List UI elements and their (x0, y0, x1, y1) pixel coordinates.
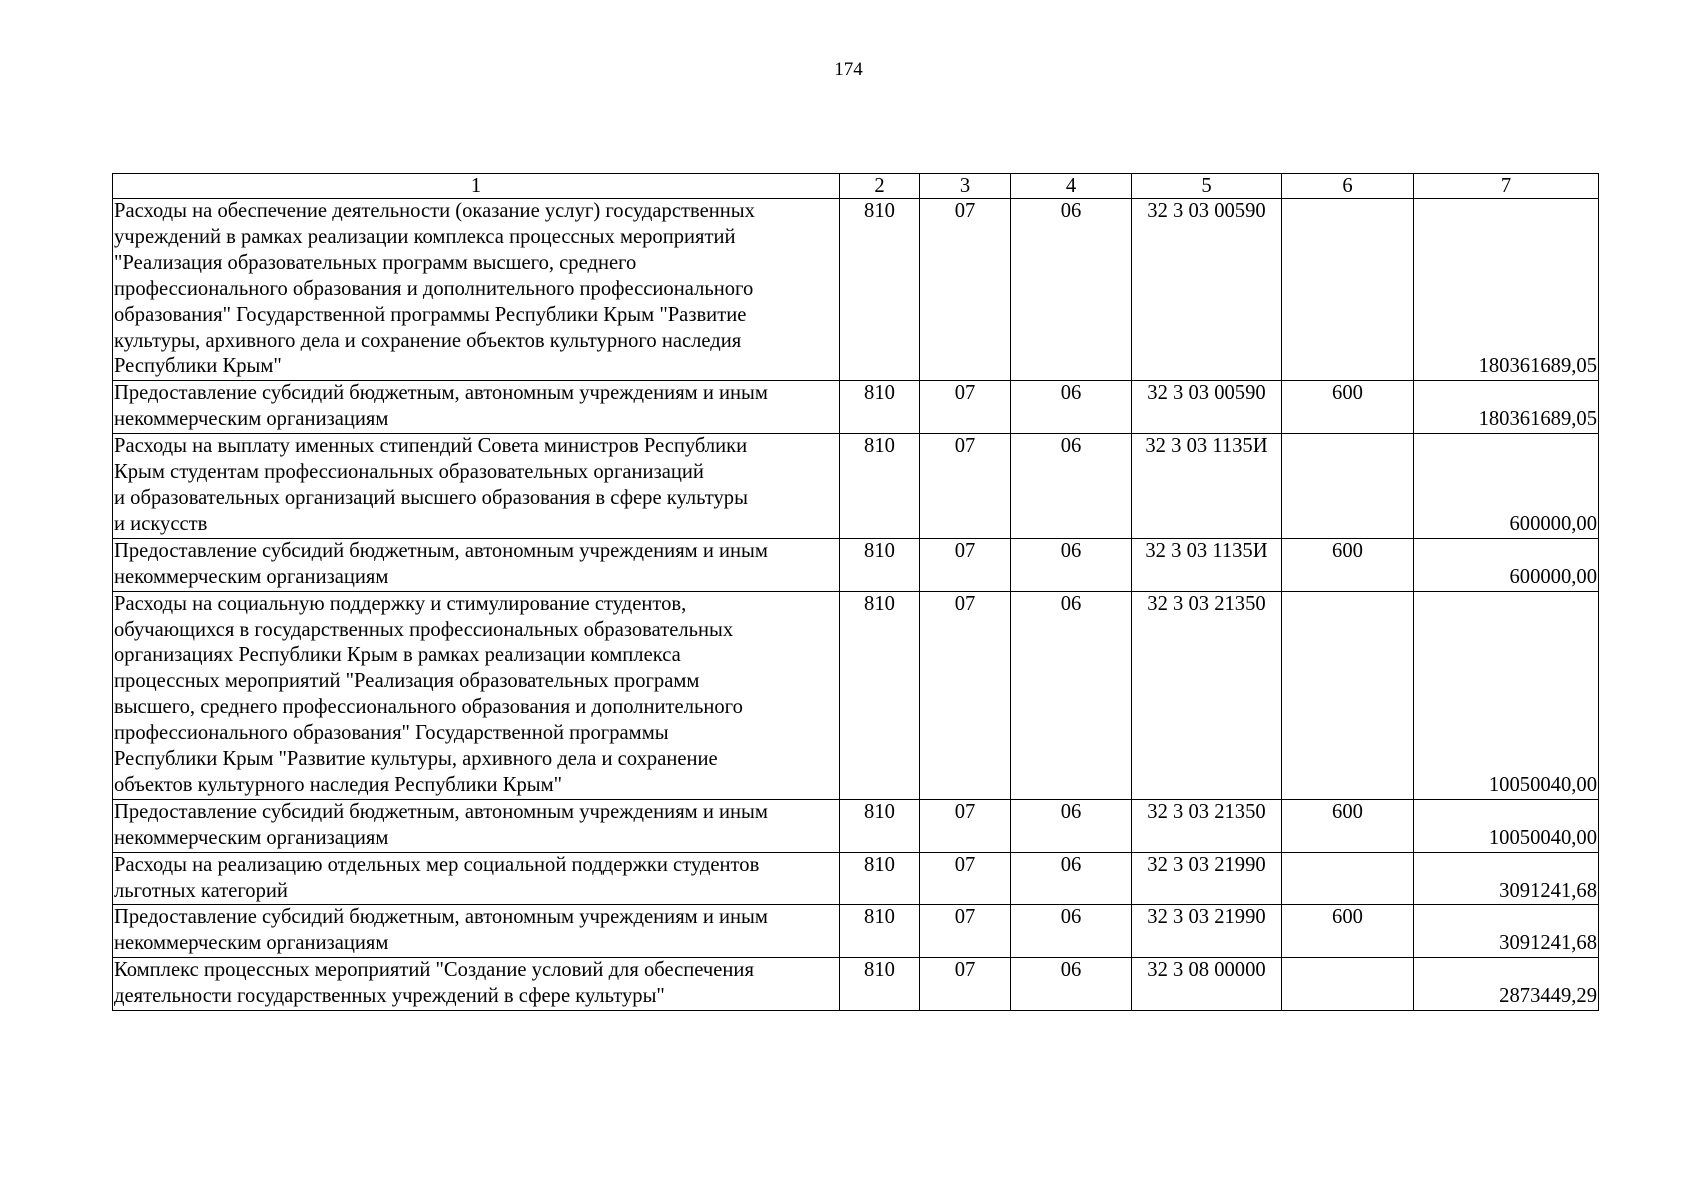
section-code-cell: 07 (920, 538, 1011, 591)
header-col-7: 7 (1414, 174, 1599, 199)
expense-name-cell (113, 799, 840, 852)
expense-name-line: некоммерческим организациям (114, 932, 389, 955)
table-row (113, 591, 1599, 799)
expense-name-line: организациях Республики Крым в рамках реализации комплекса (114, 644, 681, 667)
expense-type-cell (1282, 434, 1414, 539)
subsection-code-cell: 06 (1011, 199, 1132, 381)
amount-cell: 3091241,68 (1414, 852, 1599, 905)
table-row (113, 381, 1599, 434)
section-code-cell: 07 (920, 381, 1011, 434)
header-col-1: 1 (113, 174, 840, 199)
expense-name-line: высшего, среднего профессионального образования и дополнительного (114, 696, 743, 719)
expense-name-line: Предоставление субсидий бюджетным, автономным учреждениям и иным (114, 382, 768, 405)
table-row (113, 538, 1599, 591)
section-code-cell: 07 (920, 434, 1011, 539)
page-number: 174 (834, 59, 863, 80)
amount-cell: 600000,00 (1414, 538, 1599, 591)
expense-name-cell (113, 381, 840, 434)
expense-name-line: Расходы на социальную поддержку и стимулирование студентов, (114, 592, 687, 615)
subsection-code-cell: 06 (1011, 852, 1132, 905)
ministry-code-cell: 810 (840, 799, 920, 852)
subsection-code-cell: 06 (1011, 591, 1132, 799)
target-article-cell: 32 3 03 21990 (1132, 852, 1282, 905)
expense-name-line: Расходы на выплату именных стипендий Совета министров Республики (114, 435, 748, 458)
target-article-cell: 32 3 03 1135И (1132, 538, 1282, 591)
expense-name-line: деятельности государственных учреждений в сфере культуры" (114, 985, 665, 1008)
subsection-code-cell: 06 (1011, 905, 1132, 958)
expense-name-line: Предоставление субсидий бюджетным, автономным учреждениям и иным (114, 906, 768, 929)
target-article-cell: 32 3 03 00590 (1132, 199, 1282, 381)
ministry-code-cell: 810 (840, 381, 920, 434)
target-article-cell: 32 3 03 21350 (1132, 799, 1282, 852)
expense-name-line: процессных мероприятий "Реализация образовательных программ (114, 670, 700, 693)
expense-type-cell: 600 (1282, 799, 1414, 852)
ministry-code-cell: 810 (840, 905, 920, 958)
expense-name-line: учреждений в рамках реализации комплекса процессных мероприятий (114, 225, 736, 248)
subsection-code-cell: 06 (1011, 434, 1132, 539)
amount-cell: 600000,00 (1414, 434, 1599, 539)
section-code-cell: 07 (920, 905, 1011, 958)
expense-type-cell (1282, 591, 1414, 799)
target-article-cell: 32 3 08 00000 (1132, 958, 1282, 1011)
ministry-code-cell: 810 (840, 958, 920, 1011)
amount-cell: 10050040,00 (1414, 799, 1599, 852)
expense-name-line: некоммерческим организациям (114, 826, 389, 849)
expense-type-cell (1282, 958, 1414, 1011)
target-article-cell: 32 3 03 21350 (1132, 591, 1282, 799)
table-row (113, 199, 1599, 381)
expense-type-cell: 600 (1282, 538, 1414, 591)
subsection-code-cell: 06 (1011, 381, 1132, 434)
target-article-cell: 32 3 03 1135И (1132, 434, 1282, 539)
section-code-cell: 07 (920, 199, 1011, 381)
expense-name-line: и образовательных организаций высшего образования в сфере культуры (114, 486, 748, 509)
table-row (113, 852, 1599, 905)
expense-name-line: Республики Крым" (114, 355, 282, 378)
expense-name-cell (113, 591, 840, 799)
expense-name-line: "Реализация образовательных программ высшего, среднего (114, 251, 637, 274)
expense-name-line: некоммерческим организациям (114, 408, 389, 431)
amount-cell: 10050040,00 (1414, 591, 1599, 799)
ministry-code-cell: 810 (840, 199, 920, 381)
amount-cell: 180361689,05 (1414, 381, 1599, 434)
ministry-code-cell: 810 (840, 538, 920, 591)
expense-name-line: и искусств (114, 512, 208, 535)
amount-cell: 2873449,29 (1414, 958, 1599, 1011)
expense-name-cell (113, 852, 840, 905)
expense-name-line: профессионального образования и дополнительного профессионального (114, 277, 754, 300)
section-code-cell: 07 (920, 852, 1011, 905)
header-col-2: 2 (840, 174, 920, 199)
header-col-5: 5 (1132, 174, 1282, 199)
amount-cell: 3091241,68 (1414, 905, 1599, 958)
subsection-code-cell: 06 (1011, 538, 1132, 591)
header-row (113, 174, 1599, 199)
expense-name-line: Расходы на обеспечение деятельности (оказание услуг) государственных (114, 200, 755, 222)
table-row (113, 958, 1599, 1011)
expense-name-line: Крым студентам профессиональных образовательных организаций (114, 461, 704, 484)
expense-name-cell (113, 199, 840, 381)
ministry-code-cell: 810 (840, 591, 920, 799)
expense-name-cell (113, 434, 840, 539)
table-row (113, 799, 1599, 852)
header-col-6: 6 (1282, 174, 1414, 199)
expense-type-cell: 600 (1282, 381, 1414, 434)
expense-name-line: льготных категорий (114, 879, 288, 902)
expense-name-line: Предоставление субсидий бюджетным, автономным учреждениям и иным (114, 800, 768, 823)
table-row (113, 905, 1599, 958)
expense-name-cell (113, 958, 840, 1011)
ministry-code-cell: 810 (840, 434, 920, 539)
header-col-3: 3 (920, 174, 1011, 199)
budget-table (112, 173, 1599, 1011)
expense-name-line: Расходы на реализацию отдельных мер социальной поддержки студентов (114, 853, 760, 876)
expense-name-cell (113, 538, 840, 591)
expense-name-line: Предоставление субсидий бюджетным, автономным учреждениям и иным (114, 539, 768, 562)
expense-name-line: культуры, архивного дела и сохранение объектов культурного наследия (114, 329, 742, 352)
expense-type-cell (1282, 852, 1414, 905)
header-col-4: 4 (1011, 174, 1132, 199)
expense-name-line: объектов культурного наследия Республики Крым" (114, 773, 563, 796)
section-code-cell: 07 (920, 958, 1011, 1011)
ministry-code-cell: 810 (840, 852, 920, 905)
expense-type-cell: 600 (1282, 905, 1414, 958)
amount-cell: 180361689,05 (1414, 199, 1599, 381)
budget-table-body (113, 199, 1599, 1011)
subsection-code-cell: 06 (1011, 799, 1132, 852)
section-code-cell: 07 (920, 591, 1011, 799)
expense-name-line: профессионального образования" Государственной программы (114, 722, 669, 745)
expense-name-cell (113, 905, 840, 958)
target-article-cell: 32 3 03 21990 (1132, 905, 1282, 958)
subsection-code-cell: 06 (1011, 958, 1132, 1011)
section-code-cell: 07 (920, 799, 1011, 852)
table-row (113, 434, 1599, 539)
expense-name-line: Комплекс процессных мероприятий "Создание условий для обеспечения (114, 959, 754, 982)
expense-name-line: некоммерческим организациям (114, 565, 389, 588)
expense-type-cell (1282, 199, 1414, 381)
target-article-cell: 32 3 03 00590 (1132, 381, 1282, 434)
expense-name-line: образования" Государственной программы Республики Крым "Развитие (114, 303, 747, 326)
expense-name-line: обучающихся в государственных профессиональных образовательных (114, 618, 734, 641)
expense-name-line: Республики Крым "Развитие культуры, архивного дела и сохранение (114, 748, 718, 771)
